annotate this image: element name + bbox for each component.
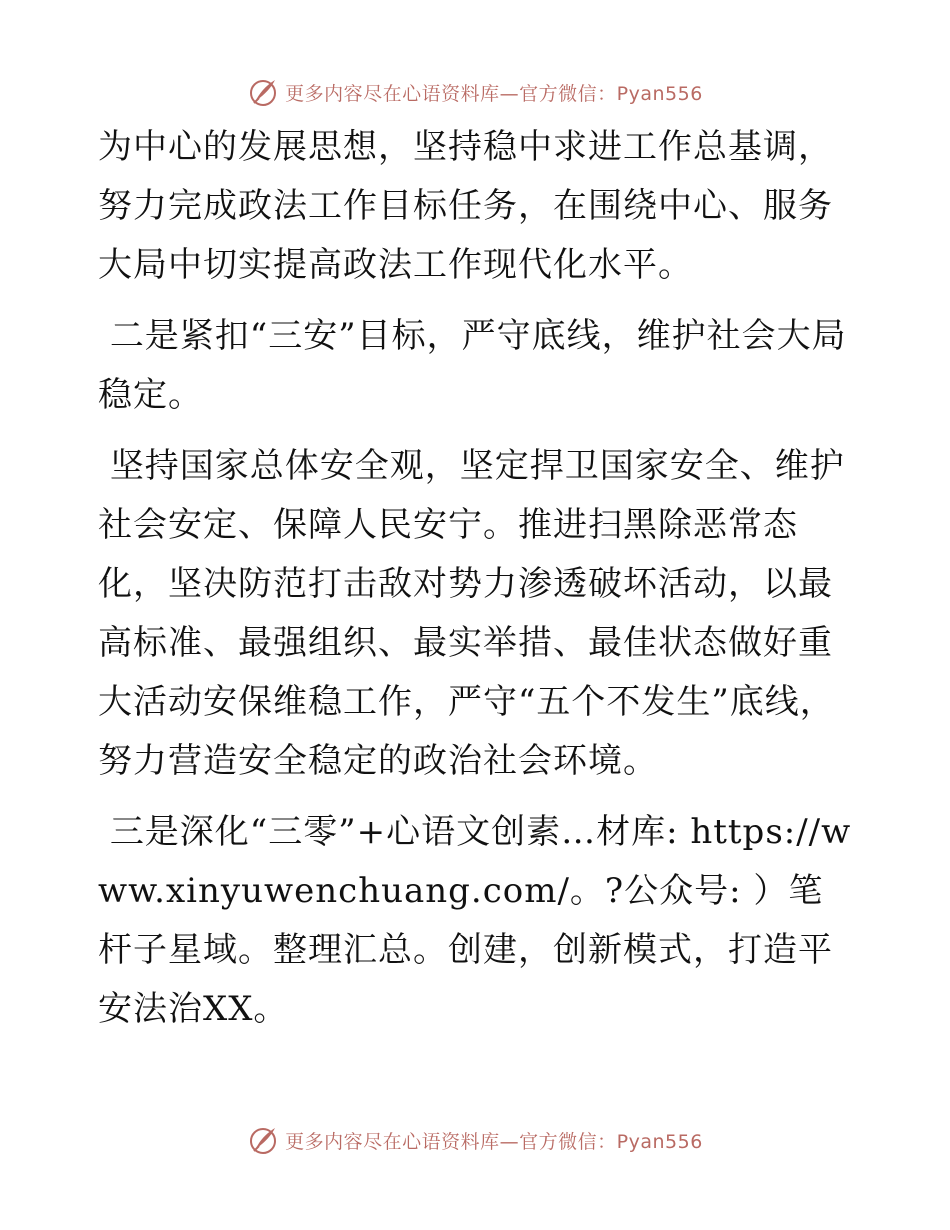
paragraph-4: 三是深化“三零”+心语文创素…材库: https://www.xinyuwenchuang.com/。?公众号: ）笔杆子星域。整理汇总。创建，创新模式，打造平安法治XX。 (98, 812, 852, 1029)
footer-watermark (0, 1120, 950, 1160)
document-body (98, 118, 858, 1039)
watermark-text: 更多内容尽在心语资料库—官方微信：Pyan556 (285, 1130, 703, 1153)
quill-logo-icon (247, 1124, 279, 1156)
paragraph-1: 为中心的发展思想，坚持稳中求进工作总基调，努力完成政法工作目标任务，在围绕中心、服务大局中切实提高政法工作现代化水平。 (98, 127, 833, 285)
quill-logo-icon (247, 76, 279, 108)
watermark-text: 更多内容尽在心语资料库—官方微信：Pyan556 (285, 82, 703, 105)
paragraph-2: 二是紧扣“三安”目标，严守底线，维护社会大局稳定。 (98, 316, 847, 415)
paragraph-3: 坚持国家总体安全观，坚定捍卫国家安全、维护社会安定、保障人民安宁。推进扫黑除恶常态化，坚决防范打击敌对势力渗透破坏活动，以最高标准、最强组织、最实举措、最佳状态做好重大活动安保维稳工作，严守“五个不发生”底线，努力营造安全稳定的政治社会环境。 (98, 446, 845, 781)
header-watermark (0, 72, 950, 112)
